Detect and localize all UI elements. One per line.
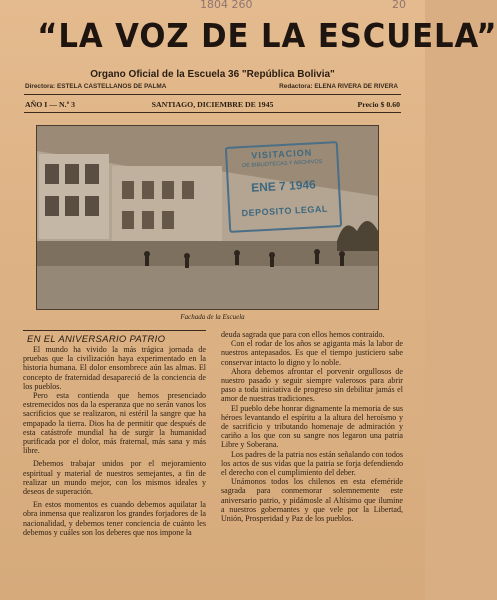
article-paragraph: Pero esta contienda que hemos presenciado estremecidos nos da la esperanza que no serán vanos los sacrificios que se realizaron, ni estéril la sangre que ha empapado la tierra. Dios ha de permitir que después de esta catástrofe mundial ha de surgir la humanidad purificada por el dolor, más fraternal, más sana y más libre. <box>23 391 206 456</box>
article-paragraph: Ahora debemos afrontar el porvenir orgullosos de nuestro pasado y seguir siempre valerosos para abrir paso a toda iniciativa de progreso sin debilitar jamás el amor de nuestras tradiciones. <box>221 366 403 404</box>
article-right-column <box>221 330 403 523</box>
header-divider-bottom <box>24 112 401 113</box>
newspaper-title: “LA VOZ DE LA ESCUELA” <box>37 16 497 55</box>
redactora-credit: Redactora: ELENA RIVERA DE RIVERA <box>279 83 398 90</box>
photo-caption: Fachada de la Escuela <box>180 313 245 321</box>
article-paragraph: En estos momentos es cuando debemos aquilatar la obra inmensa que realizaron los grandes forjadores de la nacionalidad, y debemos tener conciencia de cuánto les debemos y cuáles son los deberes que nos impone la <box>23 500 206 537</box>
article-paragraph: Los padres de la patria nos están señalando con todos los actos de sus vidas que la patria se forja defendiendo el derecho con el cumplimiento del deber. <box>221 449 403 478</box>
article-heading: EN EL ANIVERSARIO PATRIO <box>27 334 166 345</box>
article-paragraph: El mundo ha vivido la más trágica jornada de pruebas que la civilización haya experimentado en la historia humana. El dolor ensombrece aún las almas. El concepto de fraternidad desapareció de la conciencia de los pueblos. <box>23 345 206 391</box>
archive-handwriting: 1804 260 <box>200 0 253 11</box>
article-paragraph: deuda sagrada que para con ellos hemos contraído. <box>221 330 385 339</box>
stamp-line-1: VISITACION <box>251 147 313 161</box>
issue-number: AÑO I — N.º 3 <box>25 100 76 109</box>
legal-deposit-stamp <box>225 141 342 233</box>
article-left-column <box>23 330 206 537</box>
article-paragraph: Debemos trabajar unidos por el mejoramiento espiritual y material de nuestros semejantes, a fin de realizar un mundo mejor, con los mismos ideales y deseos de superación. <box>23 459 206 497</box>
corner-handwriting: 20 <box>392 0 406 11</box>
article-paragraph: Con el rodar de los años se agiganta más la labor de nuestros antepasados. Es que el tiempo justiciero sabe conservar intacto lo digno y lo noble. <box>221 339 403 367</box>
issue-price: Precio $ 0.60 <box>357 100 400 109</box>
directora-credit: Directora: ESTELA CASTELLANOS DE PALMA <box>25 83 167 90</box>
stamp-date: ENE 7 1946 <box>250 177 317 195</box>
article-paragraph: Unámonos todos los chilenos en esta efeméride sagrada para conmemorar solemnemente este aniversario patrio, y pidámosle al Altísimo que ilumine a nuestros gobernantes y que vele por la Libertad, Unión, Prosperidad y Paz de los pueblos. <box>221 477 403 524</box>
stamp-line-4: DEPOSITO LEGAL <box>241 203 329 219</box>
school-facade-photo <box>36 125 379 310</box>
article-paragraph: El pueblo debe honrar dignamente la memoria de sus héroes levantando el espíritu a la altura del heroísmo y de sacrificio y tributando homenaje de admiración y cariño a los que con su sangre nos legaron una patria Libre y Soberana. <box>221 403 403 450</box>
issue-date: SANTIAGO, DICIEMBRE DE 1945 <box>151 100 274 109</box>
stamp-line-2: DE BIBLIOTECAS Y ARCHIVOS <box>242 158 323 170</box>
newspaper-subtitle: Organo Oficial de la Escuela 36 "República Bolivia" <box>90 69 335 80</box>
header-divider-top <box>24 94 401 95</box>
